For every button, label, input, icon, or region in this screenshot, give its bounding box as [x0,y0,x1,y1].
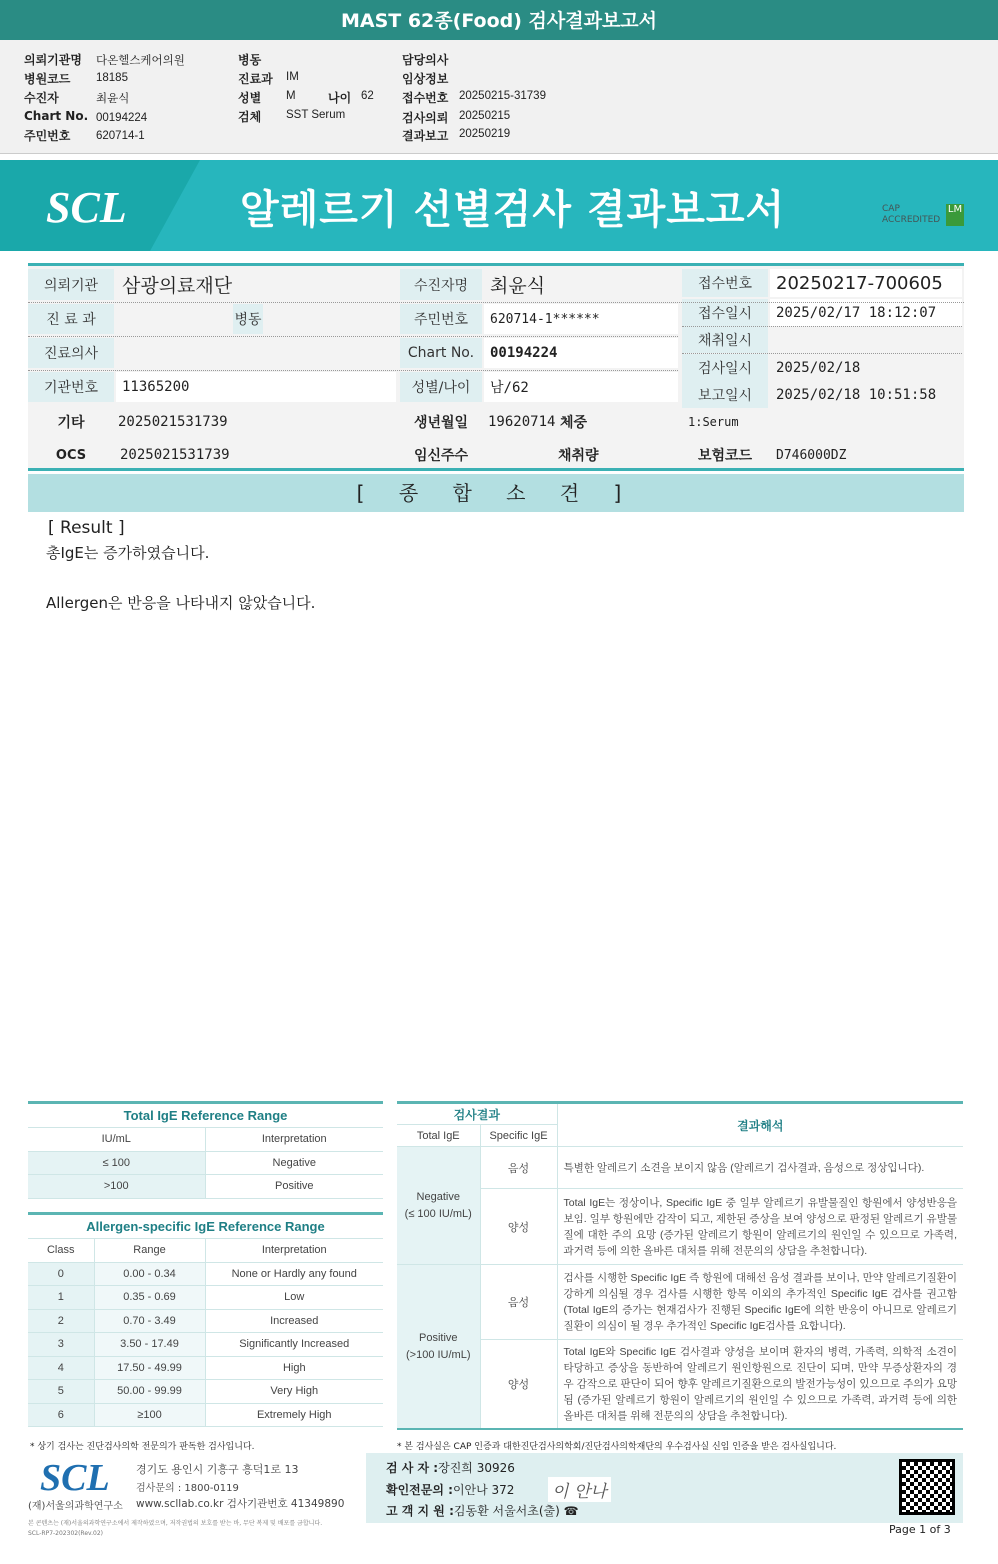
label: 결과보고 [402,129,449,143]
tester-row: 검 사 자 :장진희 30926 [386,1461,515,1475]
table-row [28,1309,383,1333]
label: 병동 [238,53,262,67]
value: 다온헬스케어의원 [96,55,185,67]
value: M [286,90,296,102]
column-header: Interpretation [205,1128,383,1152]
label: 담당의사 [402,53,449,67]
value: 620714-1 [96,130,145,142]
positive-cell: Positive (>100 IU/mL) [397,1265,480,1430]
cell: 50.00 - 99.99 [94,1380,205,1404]
cell: Negative [205,1151,383,1175]
cell: Total IgE와 Specific IgE 검사결과 양성을 보이며 환자의 병력, 가족력, 의학적 소견이 타당하고 증상을 동반하여 알레르기 원인항원으로 진단이 되며, 만약 무증상환자의 경우 감작으로 판단이 되어 향후 알레르기질환으로의 발전가능성이 있으므로 주의가 요망됨 (증가된 알레르기 항원이 알레르기의 원인일 수 있으므로 가족력, 과거력 등에 의한 올바른 대처를 위해 전문의의 상담을 추천합니다). [557,1340,963,1430]
cell: 음성 [480,1265,557,1340]
cell: 3.50 - 17.49 [94,1333,205,1357]
column-header: IU/mL [28,1128,205,1152]
cell: High [205,1356,383,1380]
result-line: 총IgE는 증가하였습니다. [46,544,210,562]
cell: Extremely High [205,1403,383,1427]
report-banner [0,160,998,251]
note-left: * 상기 검사는 진단검사의학 전문의가 판독한 검사입니다. [30,1442,255,1452]
cell: 5 [28,1380,94,1404]
copyright: 본 콘텐츠는 (재)서울의과학연구소에서 제작하였으며, 저작권법의 보호를 받는 바, 무단 복제 및 배포를 금합니다. [28,1520,323,1527]
table-row [28,1175,383,1199]
label: 나이 [328,91,352,105]
column-header: Specific IgE [480,1125,557,1147]
page-number: Page 1 of 3 [889,1523,951,1536]
institution-value: 삼광의료재단 [122,275,233,297]
table-row [28,1286,383,1310]
label: 진 료 과 [28,304,114,334]
qr-code-icon [899,1459,955,1515]
label: Chart No. [400,338,482,368]
label: 생년월일 [413,415,469,431]
cell: 4 [28,1356,94,1380]
label: 병동 [233,304,263,334]
value: 20250215 [459,110,511,122]
report-date-value: 2025/02/18 10:51:58 [776,386,937,403]
inst-no-value: 11365200 [116,372,396,402]
specimen-value: 1:Serum [688,415,739,429]
column-header: Interpretation [205,1239,383,1263]
result-heading: [ Result ] [48,518,125,538]
cell: 0.00 - 0.34 [94,1262,205,1286]
table-row [28,1262,383,1286]
chart-value: 00194224 [484,338,678,368]
received-value: 2025/02/17 18:12:07 [770,299,962,326]
cell: ≥100 [94,1403,205,1427]
cell: 음성 [480,1147,557,1189]
table-title: Total IgE Reference Range [28,1103,383,1128]
value: 62 [361,90,374,102]
interpretation-table [397,1101,963,1430]
value: 18185 [96,72,128,84]
website-link[interactable]: www.scllab.co.kr 검사기관번호 41349890 [136,1498,345,1510]
label: 진료과 [238,72,273,86]
summary-header: [ 종 합 소 견 ] [28,474,964,512]
scl-logo: SCL [40,1457,110,1499]
label: Chart No. [24,109,89,123]
label: 의뢰기관명 [24,53,82,67]
label: 보고일시 [682,381,768,408]
table-row [28,1151,383,1175]
label: 주민번호 [400,304,482,334]
cell: 1 [28,1286,94,1310]
address: 경기도 용인시 기흥구 흥덕1로 13 [136,1463,299,1476]
cell: 2 [28,1309,94,1333]
signature-panel [366,1453,963,1523]
form-number: SCL-RP7-202302(Rev.02) [28,1530,103,1537]
value: 00194224 [96,112,148,124]
table-row [397,1189,963,1265]
table-row [28,1380,383,1404]
cell: Positive [205,1175,383,1199]
cell: 17.50 - 49.99 [94,1356,205,1380]
insurance-code-value: D746000DZ [776,447,847,463]
etc-value: 2025021531739 [118,414,228,430]
table-row [28,1333,383,1357]
label: 검사일시 [682,354,768,381]
cell: 3 [28,1333,94,1357]
table-row [28,1356,383,1380]
note-right: * 본 검사실은 CAP 인증과 대한진단검사의학회/진단검사의학재단의 우수검사실 신임 인증을 받은 검사실입니다. [397,1442,837,1452]
cell: None or Hardly any found [205,1262,383,1286]
cell: 양성 [480,1340,557,1430]
test-date-value: 2025/02/18 [776,359,861,376]
label: 보험코드 [697,448,753,464]
table-row [397,1147,963,1189]
report-title-bar: MAST 62종(Food) 검사결과보고서 [0,0,998,40]
label: 수진자 [24,91,59,105]
banner-title: 알레르기 선별검사 결과보고서 [240,187,786,233]
label: 채취일시 [682,326,768,353]
label: 기관번호 [28,372,114,402]
label: 접수번호 [682,269,768,297]
label: 의뢰기관 [28,269,114,300]
phone: 검사문의 : 1800-0119 [136,1483,239,1494]
label: 성별/나이 [400,372,482,402]
accession-value: 20250217-700605 [770,269,962,297]
sex-age-value: 남/62 [484,372,678,402]
cell: 0.70 - 3.49 [94,1309,205,1333]
value: 20250215-31739 [459,90,546,102]
result-line: Allergen은 반응을 나타내지 않았습니다. [46,594,316,612]
specific-ige-reference-table [28,1212,383,1427]
confirm-row: 확인전문의 :이안나 372 [386,1483,515,1497]
cell: 특별한 알레르기 소견을 보이지 않음 (알레르기 검사결과, 음성으로 정상입니다). [557,1147,963,1189]
label: 임신주수 [413,448,469,464]
label: 접수일시 [682,299,768,326]
label: 기타 [57,415,85,431]
label: 검사의뢰 [402,111,449,125]
column-header: 결과해석 [557,1103,963,1147]
result-section [46,516,315,616]
table-row [397,1265,963,1340]
value: 최윤식 [96,93,130,105]
label: 진료의사 [28,338,114,368]
label: 병원코드 [24,72,71,86]
cell: 0.35 - 0.69 [94,1286,205,1310]
label: 검체 [238,110,262,124]
cell: >100 [28,1175,205,1199]
cell: Low [205,1286,383,1310]
rrn-value: 620714-1****** [484,304,678,334]
value: 20250219 [459,128,511,140]
cell: 6 [28,1403,94,1427]
support-row: 고 객 지 원 :김동환 서울서초(출) ☎ [386,1504,579,1518]
label: 주민번호 [24,129,71,143]
column-header: Total IgE [397,1125,480,1147]
value: SST Serum [286,109,346,121]
scl-logo: SCL [46,183,127,232]
ocs-value: 2025021531739 [120,447,230,463]
label: OCS [55,447,87,463]
dob-value: 19620714 [488,414,556,430]
cell: ≤ 100 [28,1151,205,1175]
table-title: Allergen-specific IgE Reference Range [28,1214,383,1239]
signature: 이 안나 [548,1477,611,1502]
negative-cell: Negative (≤ 100 IU/mL) [397,1147,480,1265]
cell: Very High [205,1380,383,1404]
org-name: (재)서울의과학연구소 [28,1501,123,1512]
patient-name-value: 최윤식 [490,275,546,297]
table-row [397,1340,963,1430]
column-header: 검사결과 [397,1103,557,1125]
label: 접수번호 [402,91,449,105]
label: 임상정보 [402,72,449,86]
cell: Increased [205,1309,383,1333]
label: 성별 [238,91,262,105]
label: 채취량 [558,448,599,464]
specimen-info-table [28,263,964,471]
cell: 검사를 시행한 Specific IgE 즉 항원에 대해선 음성 결과를 보이나, 만약 알레르기질환이 강하게 의심될 경우 검사를 시행한 항목 이외의 추가적인 Specific IgE 검사를 권고함 (Total IgE의 증가는 현재검사가 진행된 Specific IgE에 의한 반응이 아니므로 알레르기 질환이 의심이 될 경우 추가적인 Specific IgE검사를 요합니다). [557,1265,963,1340]
cell: 0 [28,1262,94,1286]
label: 수진자명 [400,269,482,300]
cap-logo: CAP ACCREDITED [882,204,941,225]
table-row [28,1403,383,1427]
column-header: Range [94,1239,205,1263]
lm-logo: LM [946,204,964,226]
patient-info-panel [0,40,998,154]
total-ige-reference-table [28,1101,383,1199]
column-header: Class [28,1239,94,1263]
value: IM [286,71,299,83]
cell: Significantly Increased [205,1333,383,1357]
cell: Total IgE는 정상이나, Specific IgE 중 일부 알레르기 유발물질인 항원에서 양성반응을 보임. 일부 항원에만 감작이 되고, 제한된 증상을 보여 양성으로 판정된 알레르기 유발물질에 대한 주의 요망 (증가된 알레르기 항원이 알레르기의 원인일 수 있으므로 가족력, 과거력 등에 의한 올바른 대처를 위해 전문의의 상담을 추천합니다). [557,1189,963,1265]
label: 체중 [560,415,588,431]
cell: 양성 [480,1189,557,1265]
